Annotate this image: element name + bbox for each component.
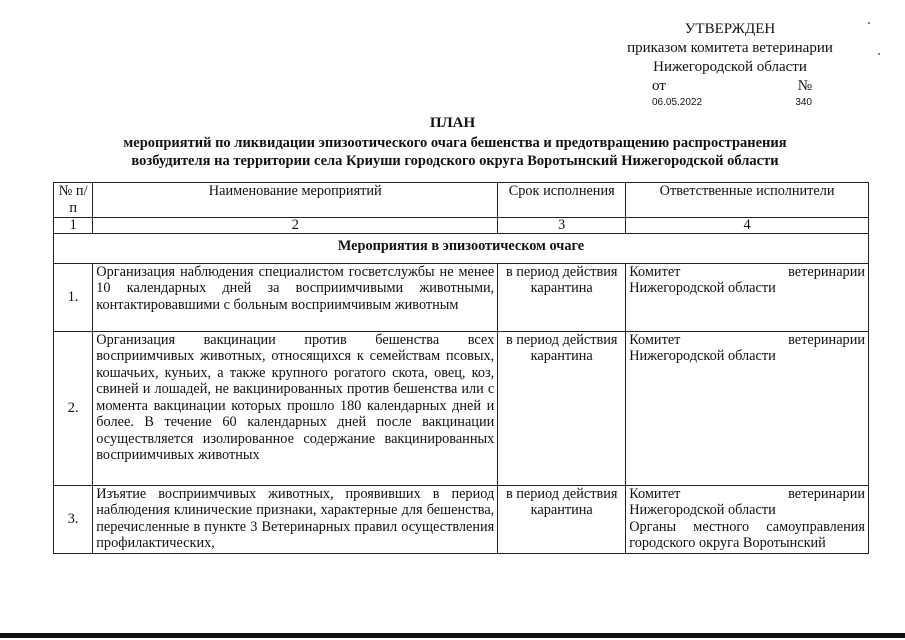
row-deadline: в период действия карантина <box>498 331 626 485</box>
plan-table <box>53 182 869 554</box>
col-number-1: 1 <box>54 218 93 234</box>
header-num: № п/п <box>54 183 93 218</box>
col-number-3: 3 <box>498 218 626 234</box>
resp-region: Нижегородской области <box>629 280 776 296</box>
row-text: Организация вакцинации против бешенства всех восприимчивых животных, относящихся к семействам псовых, кошачьих, куньих, а также крупного рогатого скота, овец, коз, свиней и лошадей, не вакцинированных против бешенства или с момента вакцинации которых прошло 180 календарных дней и более. В течение 60 календарных дней после вакцинации осуществляется изолированное содержание вакцинированных восприимчивых животных <box>93 331 498 485</box>
row-number: 1. <box>54 263 93 331</box>
row-number: 3. <box>54 485 93 553</box>
document-title: ПЛАН <box>429 115 476 131</box>
section-title: Мероприятия в эпизоотическом очаге <box>54 234 869 264</box>
scan-speck <box>878 53 880 55</box>
row-deadline: в период действия карантина <box>498 263 626 331</box>
approval-heading: УТВЕРЖДЕН <box>684 21 776 37</box>
section-row <box>54 234 869 264</box>
header-deadline: Срок исполнения <box>498 183 626 218</box>
table-row <box>54 331 869 485</box>
page-bottom-edge <box>0 633 905 638</box>
resp-vet: ветеринарии <box>788 331 865 348</box>
row-deadline: в период действия карантина <box>498 485 626 553</box>
resp-vet: ветеринарии <box>788 485 865 502</box>
resp-region: Нижегородской области <box>629 502 776 518</box>
approval-number-label: № <box>797 78 812 94</box>
row-number: 2. <box>54 331 93 485</box>
table-row <box>54 263 869 331</box>
resp-region: Нижегородской области <box>629 348 776 364</box>
resp-vet: ветеринарии <box>788 263 865 280</box>
resp-local-gov: Органы местного самоуправления городского округа Воротынский <box>629 518 865 551</box>
approval-date-number-values <box>600 96 860 110</box>
header-responsible: Ответственные исполнители <box>626 183 869 218</box>
approval-from-label: от <box>652 78 666 94</box>
approval-number: 340 <box>795 97 812 108</box>
approval-block <box>600 20 860 110</box>
scan-speck <box>868 22 870 24</box>
header-name: Наименование мероприятий <box>93 183 498 218</box>
row-responsible <box>626 331 869 485</box>
approval-order-line: приказом комитета ветеринарии <box>627 40 833 56</box>
approval-date-number-labels <box>600 77 860 96</box>
col-number-4: 4 <box>626 218 869 234</box>
row-text: Изъятие восприимчивых животных, проявивших в период наблюдения клинические признаки, характерные для бешенства, перечисленные в пункте 3 Ветеринарных правил осуществления профилактических, <box>93 485 498 553</box>
resp-committee: Комитет <box>629 331 681 348</box>
row-responsible <box>626 485 869 553</box>
resp-committee: Комитет <box>629 263 681 280</box>
column-numbers-row <box>54 218 869 234</box>
col-number-2: 2 <box>93 218 498 234</box>
resp-committee: Комитет <box>629 485 681 502</box>
row-text: Организация наблюдения специалистом госветслужбы не менее 10 календарных дней за восприимчивыми животными, контактировавшими с больным восприимчивым животным <box>93 263 498 331</box>
approval-region-line: Нижегородской области <box>653 59 807 75</box>
document-subtitle: мероприятий по ликвидации эпизоотического очага бешенства и предотвращению распространения возбудителя на территории села Криуши городского округа Воротынский Нижегородской области <box>123 135 787 169</box>
table-row <box>54 485 869 553</box>
row-responsible <box>626 263 869 331</box>
table-header-row <box>54 183 869 218</box>
approval-date: 06.05.2022 <box>652 97 703 108</box>
